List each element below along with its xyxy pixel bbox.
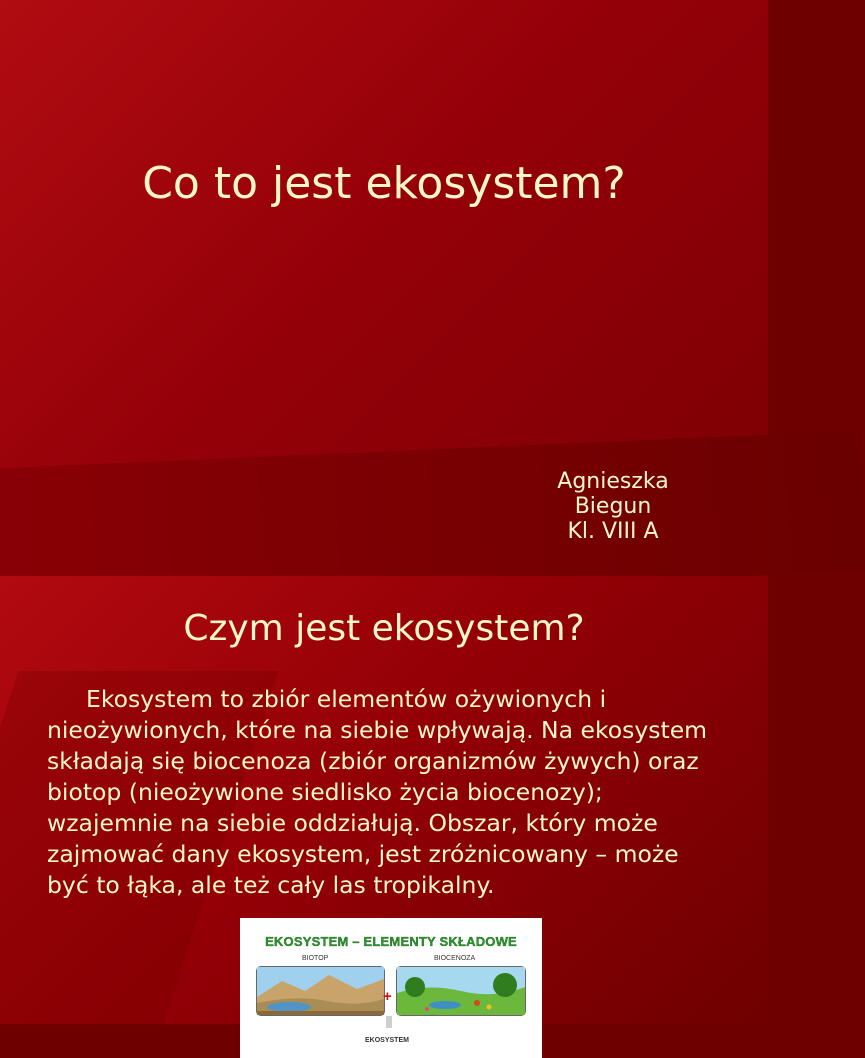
slide-2-title: Czym jest ekosystem? [183,608,585,649]
biocenoza-label: BIOCENOZA [434,955,476,962]
ecosystem-diagram-image [240,918,542,1058]
author-class: Kl. VIII A [567,519,659,544]
ekosystem-label: EKOSYSTEM [365,1037,409,1044]
biotop-landscape-image [256,966,385,1016]
author-first-name: Agnieszka [557,469,669,494]
slide-1-title: Co to jest ekosystem? [142,158,626,209]
arrow-down-icon [386,1016,392,1028]
plus-icon: + [383,988,392,1005]
slide-2 [0,576,768,1044]
biocenoza-landscape-image [396,966,526,1016]
biotop-label: BIOTOP [302,955,329,962]
slide-2-body-text: Ekosystem to zbiór elementów ożywionych i nieożywionych, które na siebie wpływają. Na ekosystem składają się biocenoza (zbiór organizmów żywych) oraz biotop (nieożywione siedlisko życia biocenozy); wzajemnie na siebie oddziałują. Obszar, który może zajmować dany ekosystem, jest zróżnicowany – może być to łąka, ale też cały las tropikalny. [47,685,708,899]
slide-1 [0,0,768,576]
diagram-title: EKOSYSTEM – ELEMENTY SKŁADOWE [265,934,517,949]
author-last-name: Biegun [574,494,652,519]
